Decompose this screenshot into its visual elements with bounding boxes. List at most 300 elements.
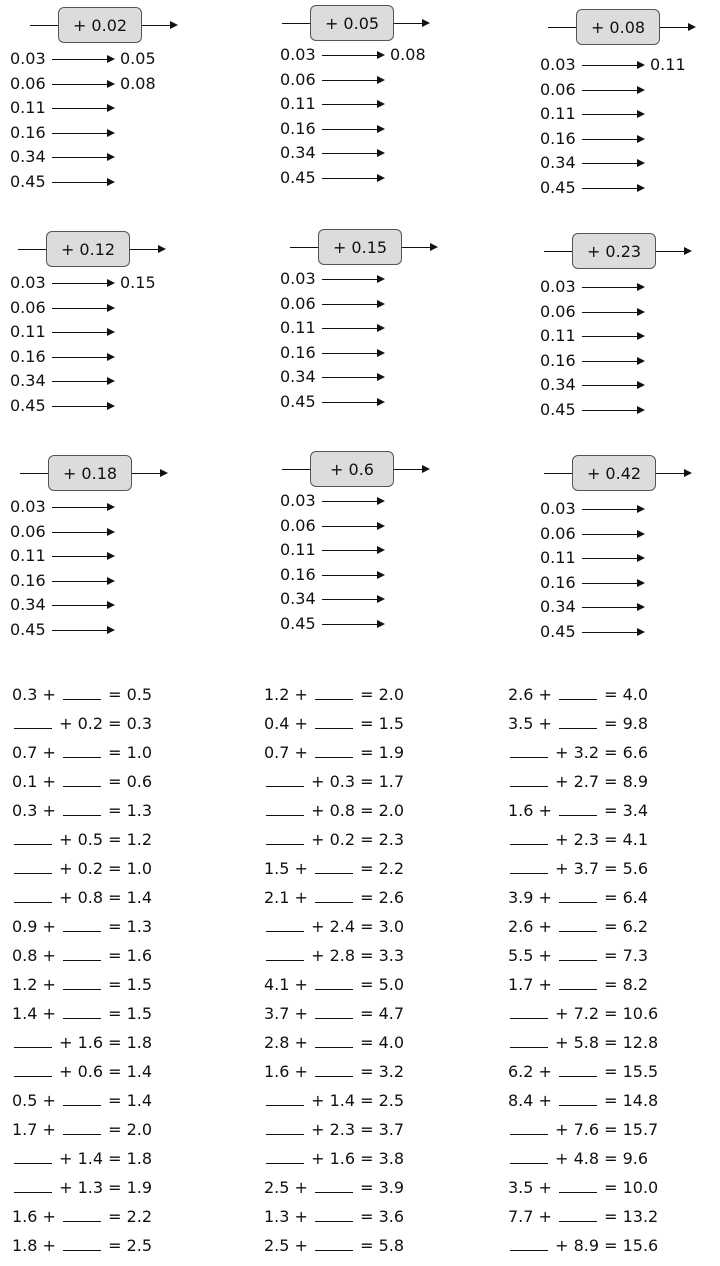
addend-b: 0.2 [329, 830, 356, 849]
addend-a: 1.6 [12, 1207, 38, 1226]
addend-a: 2.1 [264, 888, 290, 907]
arrow-head-icon [107, 129, 115, 137]
arrow-head-icon [637, 159, 645, 167]
addend-a: 1.2 [12, 975, 38, 994]
machine-row [280, 365, 480, 389]
answer-blank[interactable] [510, 1236, 548, 1251]
machine-row [280, 390, 480, 414]
sum-value: 1.9 [378, 743, 405, 762]
equals-sign: = [103, 1178, 127, 1197]
plus-sign: + [54, 888, 78, 907]
answer-blank[interactable] [63, 1207, 101, 1222]
answer-blank[interactable] [315, 714, 353, 729]
sum-value: 1.8 [126, 1149, 153, 1168]
machine-row [540, 176, 720, 200]
addend-a: 0.8 [12, 946, 38, 965]
arrow-line [322, 304, 378, 305]
input-value: 0.34 [280, 589, 316, 608]
input-value: 0.16 [280, 342, 316, 362]
machine-row [540, 151, 720, 175]
sum-value: 6.2 [622, 917, 649, 936]
equals-sign: = [599, 830, 623, 849]
output-value: 0.08 [120, 73, 156, 93]
answer-blank[interactable] [559, 1178, 597, 1193]
equation-row [508, 883, 720, 912]
input-value: 0.16 [10, 570, 46, 590]
answer-blank[interactable] [559, 888, 597, 903]
addend-a: 0.3 [12, 801, 38, 820]
addend-a: 1.2 [264, 685, 290, 704]
machine-row [540, 497, 720, 521]
arrow-head-icon [684, 469, 692, 477]
answer-blank[interactable] [315, 1207, 353, 1222]
machine-row [10, 170, 210, 194]
answer-blank[interactable] [63, 917, 101, 932]
plus-sign: + [54, 859, 78, 878]
equation-row [264, 709, 494, 738]
input-value: 0.03 [540, 499, 576, 518]
arrow-head-icon [107, 552, 115, 560]
machine-row [280, 563, 480, 587]
sum-value: 3.0 [378, 917, 405, 936]
input-value: 0.11 [280, 540, 316, 559]
plus-sign: + [37, 685, 62, 704]
input-value: 0.03 [540, 277, 576, 296]
equation-row [264, 1115, 494, 1144]
answer-blank[interactable] [266, 1120, 304, 1135]
addend-b: 2.8 [329, 946, 356, 965]
equation-row [508, 999, 720, 1028]
equation-row [508, 854, 720, 883]
answer-blank[interactable] [14, 1062, 52, 1077]
addend-a: 3.9 [508, 888, 534, 907]
arrow-line [582, 65, 638, 66]
arrow-head-icon [107, 304, 115, 312]
equals-sign: = [103, 801, 127, 820]
equation-row [264, 796, 494, 825]
arrow-line [582, 632, 638, 633]
arrow-head-icon [107, 503, 115, 511]
answer-blank[interactable] [63, 685, 101, 700]
equation-row [12, 825, 242, 854]
plus-sign: + [37, 917, 62, 936]
sum-value: 6.4 [622, 888, 649, 907]
machine-row [540, 546, 720, 570]
sum-value: 1.4 [126, 1091, 153, 1110]
equals-sign: = [103, 1004, 127, 1023]
answer-blank[interactable] [14, 888, 52, 903]
plus-sign: + [306, 1149, 330, 1168]
arrow-head-icon [377, 300, 385, 308]
answer-blank[interactable] [266, 801, 304, 816]
equation-row [264, 1231, 494, 1260]
plus-sign: + [533, 714, 558, 733]
answer-blank[interactable] [63, 946, 101, 961]
operator-box: + 0.05 [310, 5, 394, 41]
equals-sign: = [355, 1091, 379, 1110]
arrow-line [582, 312, 638, 313]
answer-blank[interactable] [559, 714, 597, 729]
arrow-line [52, 630, 108, 631]
equals-sign: = [599, 975, 623, 994]
answer-blank[interactable] [63, 1004, 101, 1019]
sum-value: 3.3 [378, 946, 405, 965]
arrow-head-icon [107, 402, 115, 410]
answer-blank[interactable] [510, 830, 548, 845]
machine-row [10, 47, 210, 71]
answer-blank[interactable] [559, 801, 597, 816]
plus-sign: + [533, 1178, 558, 1197]
addend-b: 4.8 [573, 1149, 600, 1168]
addend-a: 0.4 [264, 714, 290, 733]
plus-sign: + [550, 772, 574, 791]
answer-blank[interactable] [63, 1120, 101, 1135]
equation-row [12, 680, 242, 709]
machine-row [280, 514, 480, 538]
answer-blank[interactable] [14, 714, 52, 729]
equals-sign: = [103, 888, 127, 907]
sum-value: 2.3 [378, 830, 405, 849]
input-value: 0.34 [280, 367, 316, 386]
answer-blank[interactable] [63, 1091, 101, 1106]
equation-row [12, 1231, 242, 1260]
input-value: 0.06 [540, 79, 576, 99]
arrow-line [322, 575, 378, 576]
equals-sign: = [355, 1236, 379, 1255]
equals-sign: = [599, 1004, 623, 1023]
sum-value: 1.0 [126, 743, 153, 762]
equals-sign: = [103, 946, 127, 965]
sum-value: 12.8 [622, 1033, 659, 1052]
machine-row [540, 571, 720, 595]
arrow-line [582, 385, 638, 386]
arrow-head-icon [170, 21, 178, 29]
arrow-head-icon [377, 349, 385, 357]
arrow-head-icon [377, 51, 385, 59]
answer-blank[interactable] [559, 1207, 597, 1222]
answer-blank[interactable] [266, 1091, 304, 1106]
machine-row [280, 587, 480, 611]
arrow-line [52, 532, 108, 533]
answer-blank[interactable] [559, 946, 597, 961]
sum-value: 4.0 [378, 1033, 405, 1052]
sum-value: 5.6 [622, 859, 649, 878]
input-value: 0.34 [540, 375, 576, 394]
arrow-line [52, 507, 108, 508]
equation-row [508, 1028, 720, 1057]
answer-blank[interactable] [266, 1149, 304, 1164]
equation-row [264, 970, 494, 999]
answer-blank[interactable] [510, 1004, 548, 1019]
equals-sign: = [355, 1207, 379, 1226]
plus-sign: + [533, 1207, 558, 1226]
addend-b: 0.2 [77, 714, 104, 733]
output-value: 0.11 [650, 55, 686, 74]
answer-blank[interactable] [510, 772, 548, 787]
equals-sign: = [599, 946, 623, 965]
plus-sign: + [533, 946, 558, 965]
answer-blank[interactable] [63, 975, 101, 990]
answer-blank[interactable] [559, 685, 597, 700]
arrow-line [322, 599, 378, 600]
machine-row [280, 538, 480, 562]
function-machine [10, 230, 210, 440]
addend-b: 1.6 [77, 1033, 104, 1052]
arrow-line [52, 133, 108, 134]
input-value: 0.06 [10, 73, 46, 93]
plus-sign: + [289, 1004, 314, 1023]
addend-a: 0.3 [12, 685, 38, 704]
answer-blank[interactable] [266, 946, 304, 961]
sum-value: 15.6 [622, 1236, 659, 1255]
arrow-line [582, 583, 638, 584]
arrow-line [582, 90, 638, 91]
equation-row [264, 941, 494, 970]
equation-row [12, 709, 242, 738]
input-value: 0.06 [540, 301, 576, 321]
answer-blank[interactable] [315, 1004, 353, 1019]
machine-row [10, 96, 210, 120]
answer-blank[interactable] [63, 743, 101, 758]
plus-sign: + [289, 1062, 314, 1081]
arrow-line [52, 406, 108, 407]
sum-value: 2.5 [378, 1091, 405, 1110]
answer-blank[interactable] [14, 830, 52, 845]
addend-a: 1.4 [12, 1004, 38, 1023]
arrow-head-icon [637, 554, 645, 562]
equals-sign: = [355, 1062, 379, 1081]
answer-blank[interactable] [315, 1062, 353, 1077]
arrow-line [52, 108, 108, 109]
equals-sign: = [599, 1236, 623, 1255]
plus-sign: + [289, 743, 314, 762]
machine-row [280, 117, 480, 141]
answer-blank[interactable] [14, 1149, 52, 1164]
machine-row [540, 275, 720, 299]
equation-row [264, 1057, 494, 1086]
addend-b: 8.9 [573, 1236, 600, 1255]
answer-blank[interactable] [266, 830, 304, 845]
equation-row [508, 1202, 720, 1231]
arrow-head-icon [377, 620, 385, 628]
equation-row [508, 796, 720, 825]
arrow-head-icon [637, 332, 645, 340]
function-machine [280, 450, 480, 660]
answer-blank[interactable] [315, 1178, 353, 1193]
answer-blank[interactable] [559, 1091, 597, 1106]
input-value: 0.45 [280, 613, 316, 633]
input-value: 0.16 [280, 564, 316, 584]
answer-blank[interactable] [266, 917, 304, 932]
equation-row [264, 883, 494, 912]
answer-blank[interactable] [559, 975, 597, 990]
sum-value: 3.2 [378, 1062, 405, 1081]
equation-row [12, 767, 242, 796]
equation-row [508, 680, 720, 709]
answer-blank[interactable] [315, 888, 353, 903]
arrow-head-icon [377, 174, 385, 182]
sum-value: 1.3 [126, 801, 153, 820]
plus-sign: + [289, 859, 314, 878]
plus-sign: + [306, 1120, 330, 1139]
addend-a: 2.5 [264, 1236, 290, 1255]
addend-b: 1.3 [77, 1178, 104, 1197]
equals-sign: = [103, 714, 127, 733]
equation-row [264, 738, 494, 767]
machine-row [540, 102, 720, 126]
answer-blank[interactable] [63, 1236, 101, 1251]
equation-column [508, 680, 720, 1260]
equation-row [12, 854, 242, 883]
answer-blank[interactable] [559, 917, 597, 932]
machine-row [540, 373, 720, 397]
equation-row [508, 1115, 720, 1144]
arrow-head-icon [377, 149, 385, 157]
arrow-head-icon [637, 530, 645, 538]
arrow-head-icon [107, 577, 115, 585]
plus-sign: + [54, 1062, 78, 1081]
plus-sign: + [306, 772, 330, 791]
equation-row [264, 854, 494, 883]
input-value: 0.16 [10, 346, 46, 366]
arrow-head-icon [684, 247, 692, 255]
answer-blank[interactable] [559, 1062, 597, 1077]
machine-row [540, 324, 720, 348]
sum-value: 1.4 [126, 888, 153, 907]
sum-value: 4.1 [622, 830, 649, 849]
arrow-head-icon [637, 86, 645, 94]
equals-sign: = [355, 830, 379, 849]
arrow-head-icon [430, 243, 438, 251]
arrow-line [322, 80, 378, 81]
arrow-head-icon [637, 110, 645, 118]
addend-a: 3.7 [264, 1004, 290, 1023]
sum-value: 0.3 [126, 714, 153, 733]
arrow-head-icon [637, 357, 645, 365]
input-value: 0.11 [540, 548, 576, 567]
answer-blank[interactable] [14, 859, 52, 874]
answer-blank[interactable] [315, 1236, 353, 1251]
machine-row [540, 300, 720, 324]
equals-sign: = [103, 830, 127, 849]
sum-value: 8.9 [622, 772, 649, 791]
addend-a: 4.1 [264, 975, 290, 994]
addend-a: 6.2 [508, 1062, 534, 1081]
equation-row [264, 1173, 494, 1202]
equation-row [12, 912, 242, 941]
machine-row [10, 593, 210, 617]
machine-row [540, 53, 720, 77]
sum-value: 4.7 [378, 1004, 405, 1023]
answer-blank[interactable] [315, 743, 353, 758]
answer-blank[interactable] [14, 1178, 52, 1193]
sum-value: 14.8 [622, 1091, 659, 1110]
arrow-head-icon [107, 528, 115, 536]
sum-value: 0.6 [126, 772, 153, 791]
operator-box: + 0.23 [572, 233, 656, 269]
equals-sign: = [599, 1178, 623, 1197]
machine-row [10, 618, 210, 642]
machine-row [540, 620, 720, 644]
input-value: 0.45 [10, 619, 46, 639]
arrow-head-icon [637, 406, 645, 414]
addend-b: 3.7 [573, 859, 600, 878]
arrow-line [582, 607, 638, 608]
plus-sign: + [550, 1236, 574, 1255]
equation-row [12, 999, 242, 1028]
addend-b: 1.4 [329, 1091, 356, 1110]
machine-row [10, 394, 210, 418]
sum-value: 5.8 [378, 1236, 405, 1255]
arrow-line [52, 308, 108, 309]
machine-row [10, 520, 210, 544]
equation-row [12, 1086, 242, 1115]
answer-blank[interactable] [315, 685, 353, 700]
equation-row [12, 738, 242, 767]
arrow-line [52, 84, 108, 85]
equation-row [508, 1173, 720, 1202]
equation-row [12, 970, 242, 999]
arrow-head-icon [377, 324, 385, 332]
equation-row [12, 1028, 242, 1057]
answer-blank[interactable] [510, 1149, 548, 1164]
answer-blank[interactable] [14, 1033, 52, 1048]
arrow-head-icon [160, 469, 168, 477]
addend-b: 2.7 [573, 772, 600, 791]
equation-row [264, 1202, 494, 1231]
answer-blank[interactable] [63, 772, 101, 787]
answer-blank[interactable] [510, 743, 548, 758]
function-machine [540, 8, 720, 218]
equation-row [508, 1231, 720, 1260]
equals-sign: = [355, 685, 379, 704]
equals-sign: = [599, 859, 623, 878]
answer-blank[interactable] [315, 859, 353, 874]
operator-box: + 0.15 [318, 229, 402, 265]
function-machine [10, 6, 210, 216]
plus-sign: + [37, 743, 62, 762]
answer-blank[interactable] [315, 1033, 353, 1048]
answer-blank[interactable] [315, 975, 353, 990]
plus-sign: + [289, 888, 314, 907]
equation-row [264, 999, 494, 1028]
equals-sign: = [355, 975, 379, 994]
arrow-line [52, 357, 108, 358]
answer-blank[interactable] [510, 1120, 548, 1135]
equals-sign: = [103, 1091, 127, 1110]
plus-sign: + [54, 1178, 78, 1197]
arrow-line [52, 157, 108, 158]
input-value: 0.45 [540, 177, 576, 197]
arrow-head-icon [158, 245, 166, 253]
plus-sign: + [37, 1004, 62, 1023]
answer-blank[interactable] [510, 859, 548, 874]
addend-a: 1.6 [508, 801, 534, 820]
plus-sign: + [37, 946, 62, 965]
answer-blank[interactable] [63, 801, 101, 816]
answer-blank[interactable] [266, 772, 304, 787]
arrow-line [322, 129, 378, 130]
equals-sign: = [103, 1236, 127, 1255]
addend-a: 1.3 [264, 1207, 290, 1226]
plus-sign: + [550, 1149, 574, 1168]
equals-sign: = [355, 1178, 379, 1197]
input-value: 0.11 [280, 94, 316, 113]
answer-blank[interactable] [510, 1033, 548, 1048]
input-value: 0.34 [280, 143, 316, 162]
plus-sign: + [54, 830, 78, 849]
addend-a: 0.5 [12, 1091, 38, 1110]
